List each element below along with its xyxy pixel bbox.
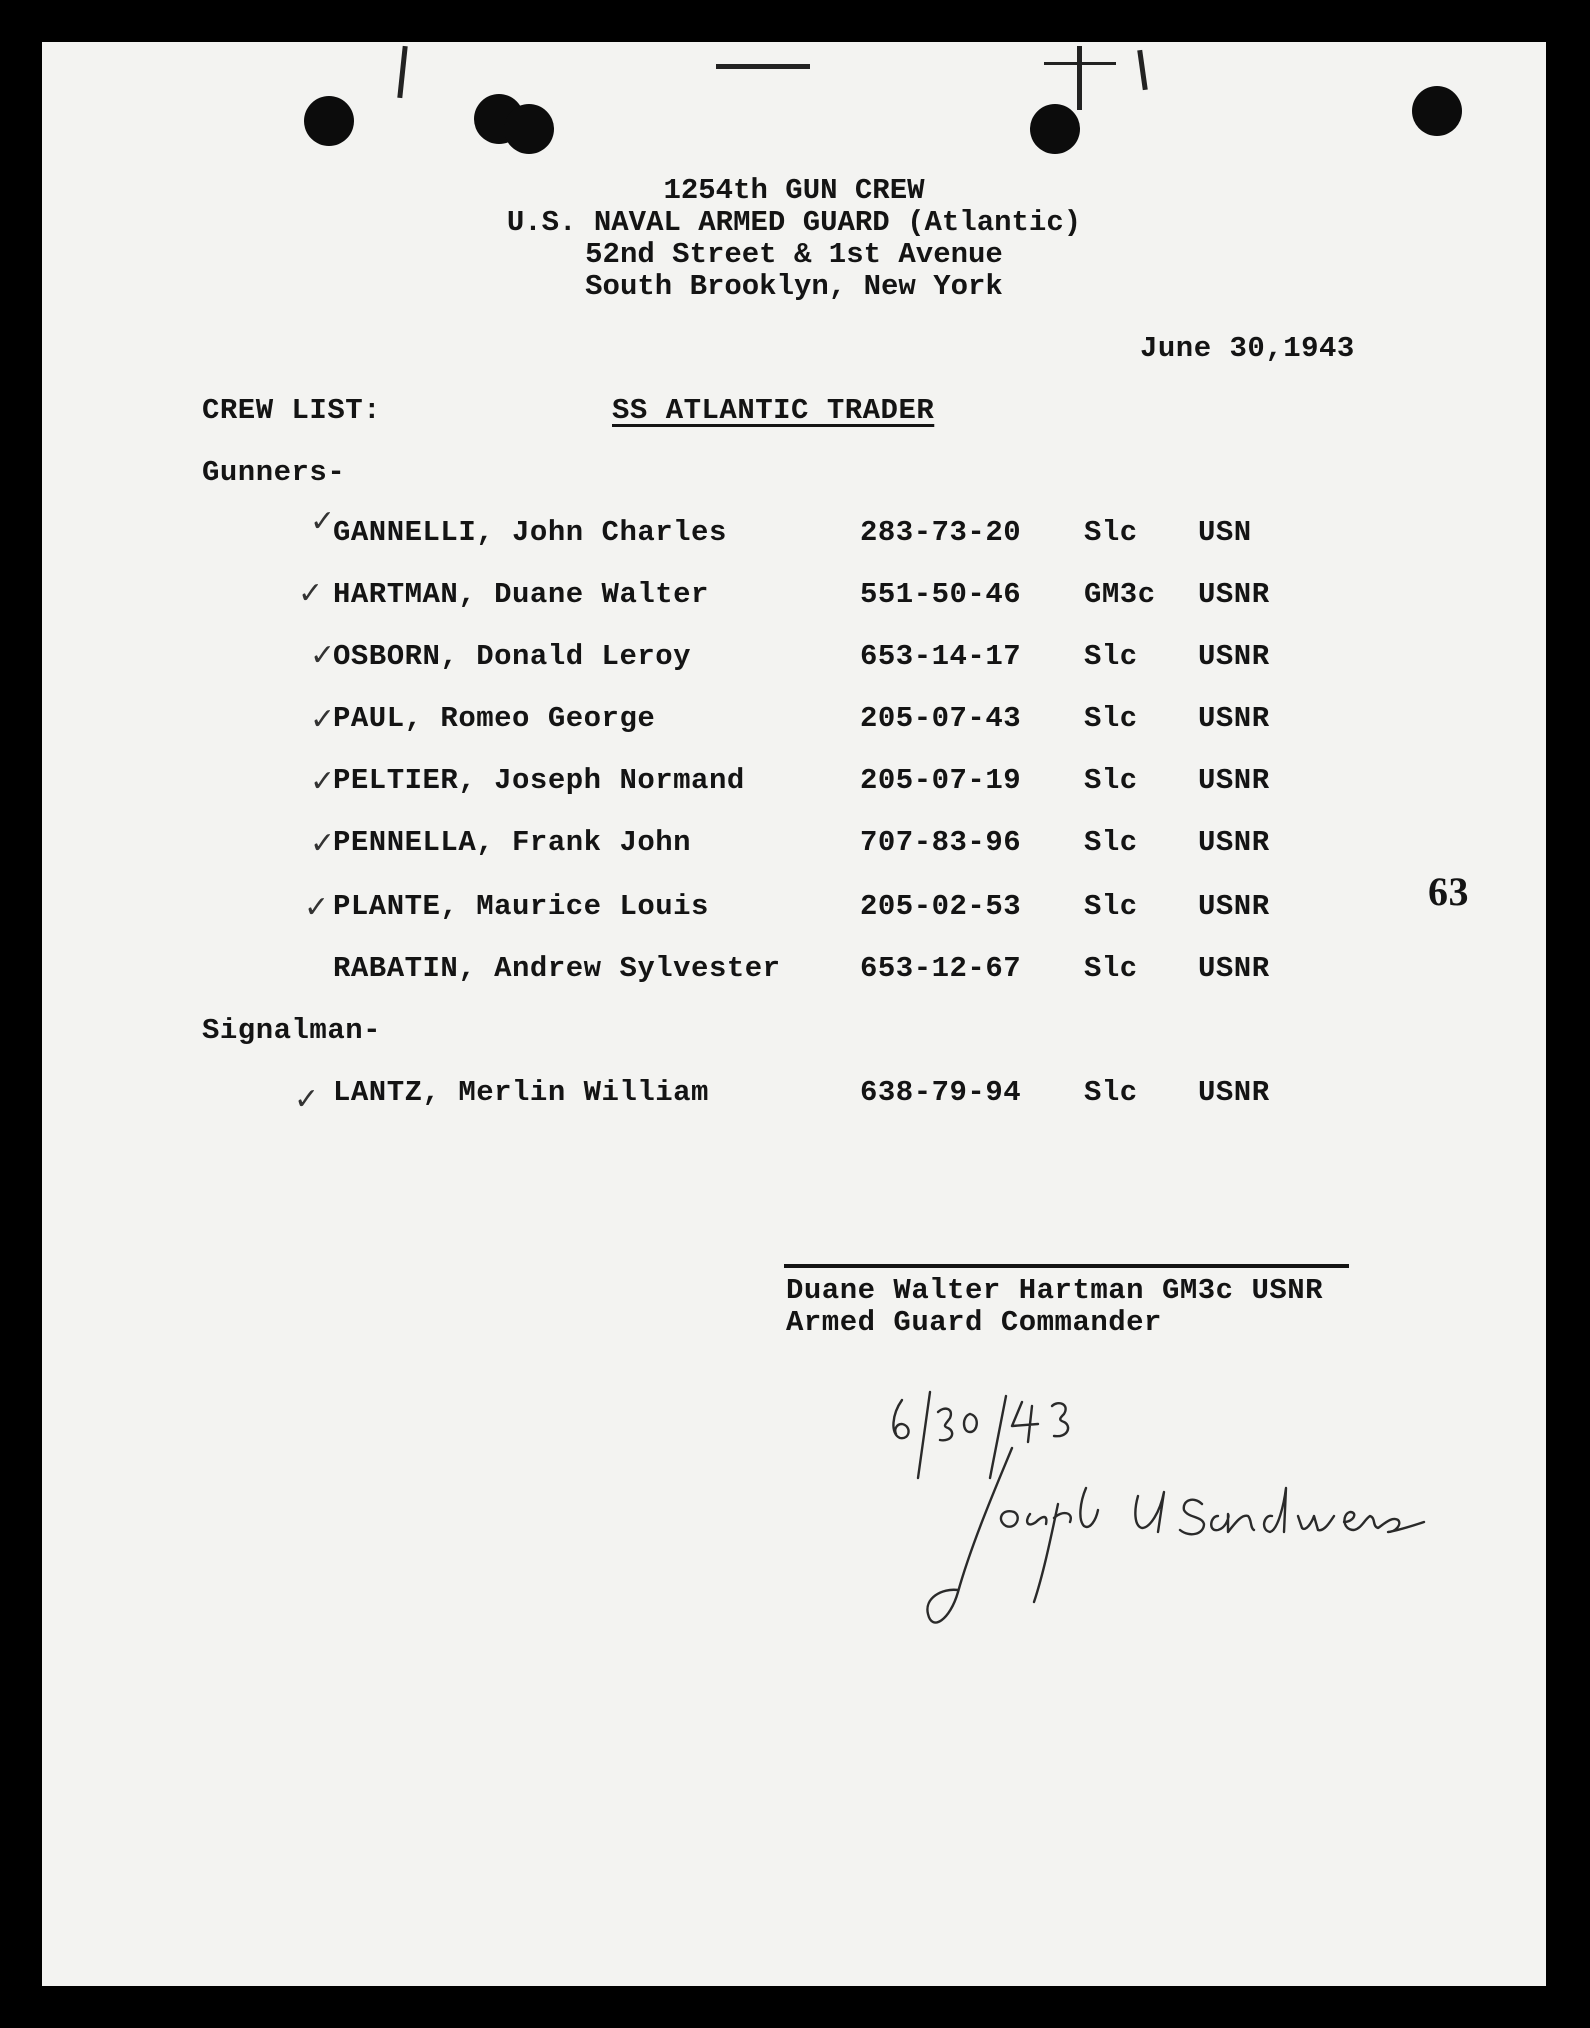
fastener-mark: [397, 46, 407, 98]
check-mark: ✓: [294, 1082, 320, 1117]
crew-service-number: 551-50-46: [860, 578, 1022, 611]
document-page: [42, 42, 1546, 1986]
check-mark: ✓: [298, 576, 324, 611]
crew-rate: Slc: [1084, 516, 1138, 549]
punch-hole: [1412, 86, 1462, 136]
handwritten-signature: [902, 1392, 1462, 1652]
check-mark: ✓: [304, 890, 330, 925]
crew-branch: USNR: [1198, 764, 1270, 797]
crew-branch: USNR: [1198, 890, 1270, 923]
crew-name: LANTZ, Merlin William: [333, 1076, 709, 1109]
crew-name: PLANTE, Maurice Louis: [333, 890, 709, 923]
header-city: South Brooklyn, New York: [585, 270, 1003, 303]
crew-service-number: 205-02-53: [860, 890, 1022, 923]
document-date: June 30,1943: [1140, 332, 1355, 365]
check-mark: ✓: [310, 638, 336, 673]
crew-name: RABATIN, Andrew Sylvester: [333, 952, 781, 985]
crew-list-label: CREW LIST:: [202, 394, 382, 427]
crew-rate: GM3c: [1084, 578, 1156, 611]
check-mark: ✓: [310, 764, 336, 799]
fastener-mark: [1044, 62, 1116, 65]
crew-service-number: 205-07-43: [860, 702, 1022, 735]
punch-hole: [304, 96, 354, 146]
crew-branch: USNR: [1198, 640, 1270, 673]
header-street: 52nd Street & 1st Avenue: [585, 238, 1003, 271]
signature-title: Armed Guard Commander: [786, 1306, 1162, 1339]
crew-service-number: 205-07-19: [860, 764, 1022, 797]
header-gun-crew: 1254th GUN CREW: [663, 174, 925, 207]
crew-branch: USNR: [1198, 826, 1270, 859]
crew-rate: Slc: [1084, 890, 1138, 923]
crew-service-number: 653-14-17: [860, 640, 1022, 673]
crew-branch: USNR: [1198, 578, 1270, 611]
ship-name: SS ATLANTIC TRADER: [612, 394, 935, 427]
crew-name: GANNELLI, John Charles: [333, 516, 727, 549]
crew-branch: USNR: [1198, 702, 1270, 735]
signature-name: Duane Walter Hartman GM3c USNR: [786, 1274, 1324, 1307]
crew-rate: Slc: [1084, 764, 1138, 797]
fastener-mark: [716, 64, 810, 69]
crew-name: PELTIER, Joseph Normand: [333, 764, 745, 797]
crew-service-number: 707-83-96: [860, 826, 1022, 859]
crew-branch: USN: [1198, 516, 1252, 549]
section-heading-gunners: Gunners-: [202, 456, 346, 489]
punch-hole: [1030, 104, 1080, 154]
crew-service-number: 638-79-94: [860, 1076, 1022, 1109]
fastener-mark: [1077, 46, 1082, 110]
check-mark: ✓: [310, 826, 336, 861]
check-mark: ✓: [310, 504, 336, 539]
crew-service-number: 653-12-67: [860, 952, 1022, 985]
crew-branch: USNR: [1198, 1076, 1270, 1109]
signature-rule: [784, 1264, 1349, 1268]
crew-name: PAUL, Romeo George: [333, 702, 656, 735]
page-number: 63: [1428, 869, 1469, 914]
fastener-mark: [1137, 50, 1148, 90]
check-mark: ✓: [310, 702, 336, 737]
crew-rate: Slc: [1084, 826, 1138, 859]
crew-name: OSBORN, Donald Leroy: [333, 640, 692, 673]
crew-rate: Slc: [1084, 640, 1138, 673]
crew-name: HARTMAN, Duane Walter: [333, 578, 709, 611]
crew-service-number: 283-73-20: [860, 516, 1022, 549]
crew-branch: USNR: [1198, 952, 1270, 985]
crew-rate: Slc: [1084, 702, 1138, 735]
section-heading-signalman: Signalman-: [202, 1014, 382, 1047]
header-unit: U.S. NAVAL ARMED GUARD (Atlantic): [506, 206, 1082, 239]
crew-rate: Slc: [1084, 1076, 1138, 1109]
crew-name: PENNELLA, Frank John: [333, 826, 692, 859]
crew-rate: Slc: [1084, 952, 1138, 985]
punch-hole: [504, 104, 554, 154]
